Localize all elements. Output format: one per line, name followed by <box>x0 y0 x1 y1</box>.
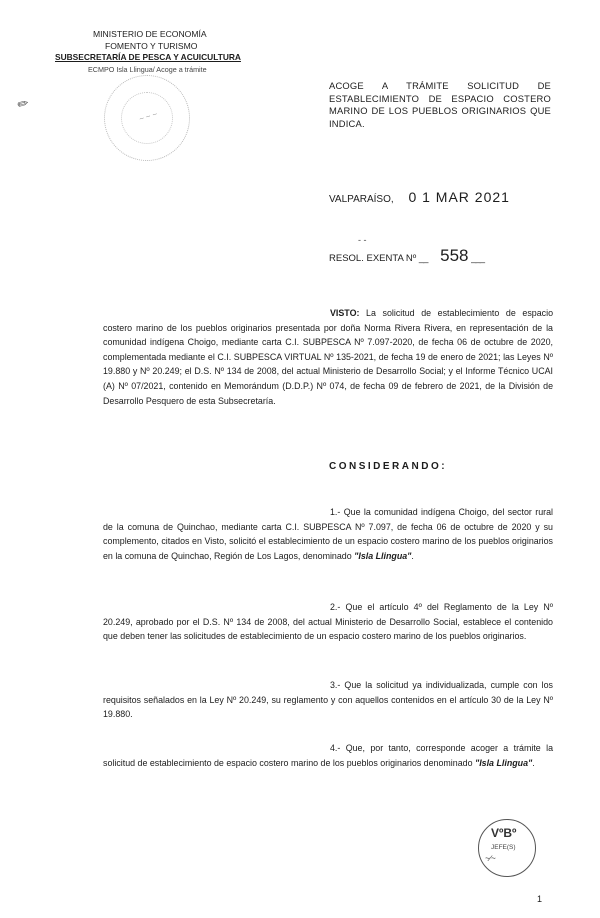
approval-signature: ~∕~ <box>485 854 496 863</box>
consideration-1-text: 1.- Que la comunidad indígena Choigo, del sector rural de la comuna de Quinchao, mediante carta C.I. SUBPESCA Nº 7.097, de fecha 06 de octubre de 2020 y su complemento, citados en Visto, solicitó el establecimiento de un espacio costero marino de los pueblos originarios en la comuna de Quinchao, Región de Los Lagos, denominado <box>103 507 553 561</box>
approval-label: VºBº <box>491 826 517 840</box>
approval-stamp <box>478 819 536 877</box>
resolution-number <box>329 246 484 266</box>
handwritten-mark: - - <box>358 235 367 245</box>
page-number: 1 <box>537 894 543 904</box>
considerando-heading: CONSIDERANDO: <box>329 461 448 472</box>
resolution-blank-after: ___ <box>471 253 484 264</box>
visto-label: VISTO: <box>330 308 360 318</box>
resolution-label: RESOL. EXENTA Nº <box>329 253 417 264</box>
consideration-4-name: "Isla Llingua" <box>474 757 533 768</box>
place-and-date <box>329 189 510 205</box>
consideration-1-end: . <box>411 550 414 561</box>
ministry-line-1: MINISTERIO DE ECONOMÍA <box>93 29 207 39</box>
resolution-blank: __ <box>418 253 428 264</box>
file-reference: ECMPO Isla Llingua/ Acoge a trámite <box>88 64 207 74</box>
consideration-4-end: . <box>532 757 535 768</box>
consideration-4-text: 4.- Que, por tanto, corresponde acoger a trámite la solicitud de establecimiento de espacio costero marino de los pueblos originarios denominado <box>103 743 553 768</box>
place: VALPARAÍSO, <box>329 194 394 205</box>
visto-paragraph <box>103 306 553 408</box>
consideration-2: 2.- Que el artículo 4º del Reglamento de la Ley Nº 20.249, aprobado por el D.S. Nº 134 de 2008, del actual Ministerio de Desarrollo Social, establece el contenido que deben tener las solicitudes de establecimiento de un espacio costero marino de los pueblos originarios. <box>103 602 553 642</box>
consideration-1 <box>103 505 553 563</box>
consideration-3: 3.- Que la solicitud ya individualizada, cumple con los requisitos señalados en la Ley Nº 20.249, su reglamento y con aquellos contenidos en el artículo 30 de la Ley Nº 19.880. <box>103 680 553 720</box>
approval-sub: JEFE(S) <box>491 844 516 851</box>
office-seal-stamp <box>104 75 190 161</box>
resolution-value: 558 <box>440 246 469 265</box>
consideration-4 <box>103 741 553 770</box>
ministry-header <box>55 29 253 75</box>
margin-mark-icon: ✎ <box>13 95 33 113</box>
visto-text: La solicitud de establecimiento de espacio costero marino de los pueblos originarios presentada por doña Norma Rivera Rivera, en representación de la comunidad indígena Choigo, mediante carta C.I. SUBPESCA Nº 7.097-2020, de fecha 06 de octubre de 2020, complementada mediante el C.I. SUBPESCA VIRTUAL Nº 135-2021, de fecha 19 de enero de 2021; las Leyes Nº 19.880 y Nº 20.249; el D.S. Nº 134 de 2008, del actual Ministerio de Desarrollo Social; y el Informe Técnico UCAI (A) Nº 07/2021, contenido en Memorándum (D.D.P.) Nº 074, de fecha 09 de febrero de 2021, de la División de Desarrollo Pesquero de esta Subsecretaría. <box>103 308 554 406</box>
document-title: ACOGE A TRÁMITE SOLICITUD DE ESTABLECIMIENTO DE ESPACIO COSTERO MARINO DE LOS PUEBLOS ORIGINARIOS QUE INDICA. <box>329 80 551 129</box>
subsecretaria-line: SUBSECRETARÍA DE PESCA Y ACUICULTURA <box>55 52 241 62</box>
seal-scribble: ~ ~ ~ <box>138 109 159 124</box>
consideration-1-name: "Isla Llingua" <box>354 550 412 561</box>
date-stamp: 0 1 MAR 2021 <box>408 189 510 205</box>
ministry-line-2: FOMENTO Y TURISMO <box>105 40 198 51</box>
